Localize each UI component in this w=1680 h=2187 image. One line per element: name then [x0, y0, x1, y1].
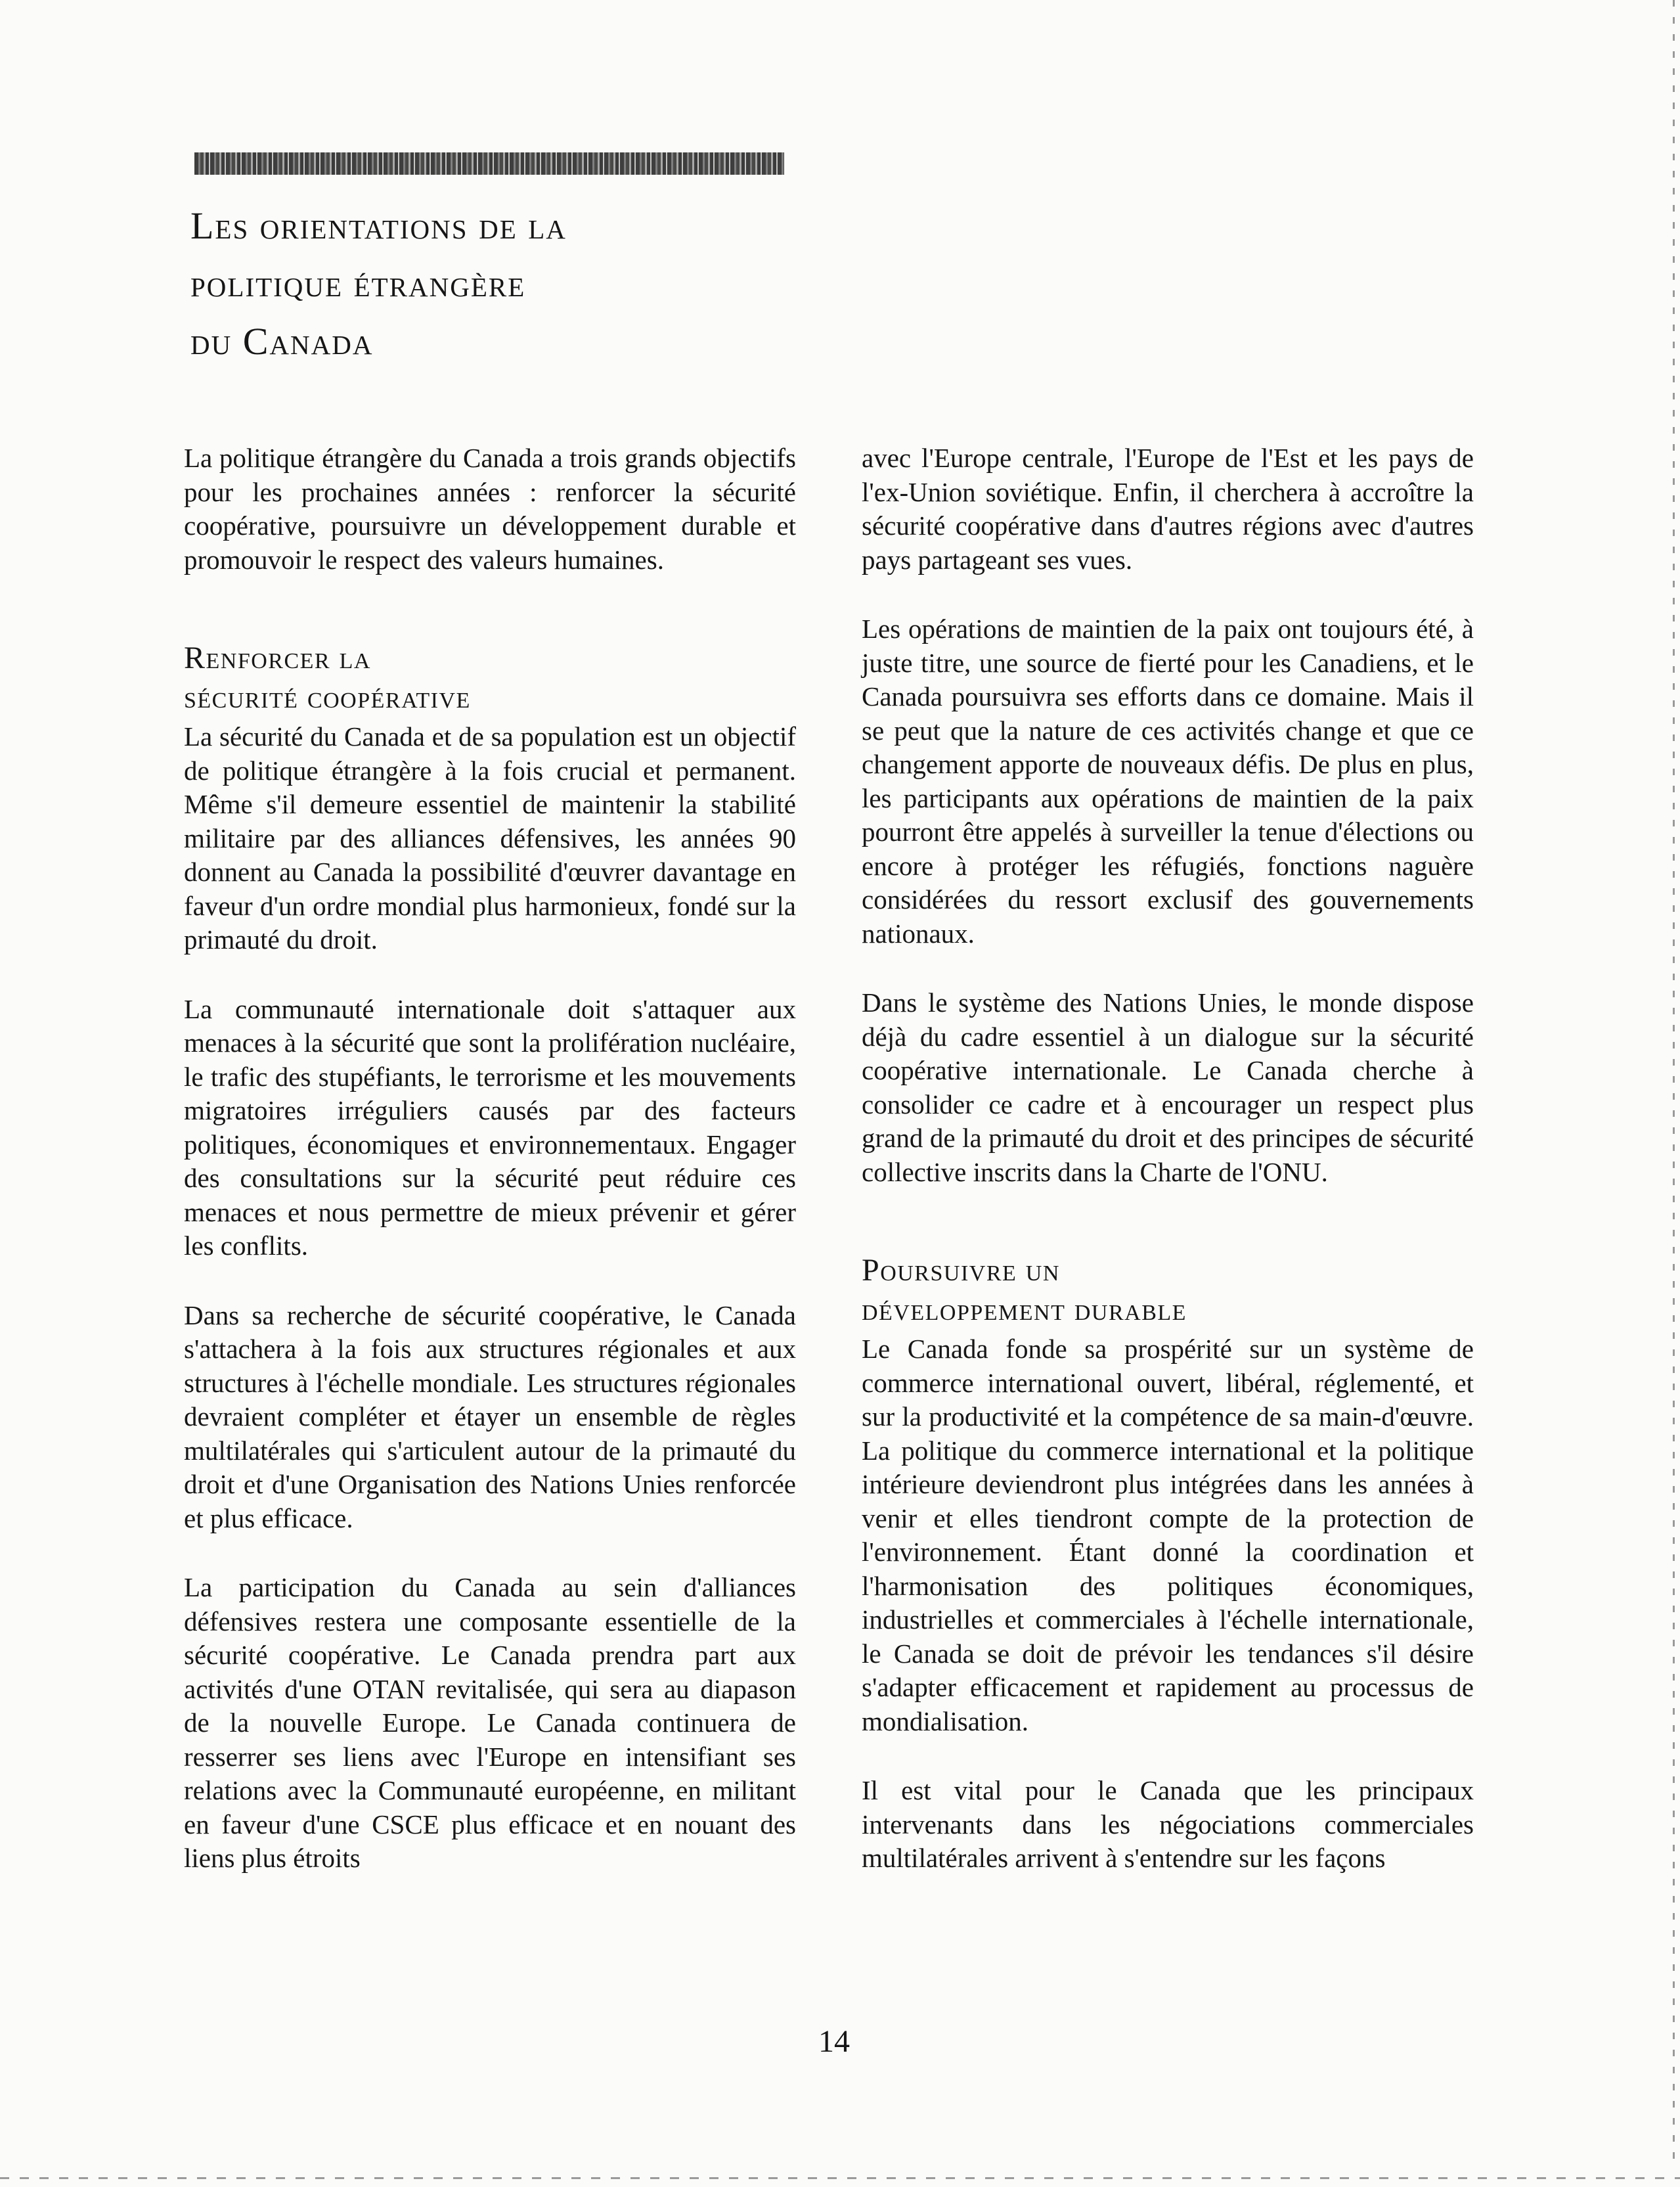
right-column: [862, 441, 1474, 1911]
title-line-1: Les orientations de la: [190, 204, 567, 247]
decorative-band: [194, 152, 784, 175]
section-heading-line-2: sécurité coopérative: [184, 680, 471, 715]
page-title: [190, 197, 847, 371]
section-heading-developpement: [862, 1251, 1474, 1330]
title-line-2: politique étrangère: [190, 262, 526, 305]
paragraph: avec l'Europe centrale, l'Europe de l'Est et les pays de l'ex-Union soviétique. Enfin, il cherchera à accroître la sécurité coopérative dans d'autres régions avec d'autres pays partageant ses vues.: [862, 443, 1474, 575]
paragraph: La sécurité du Canada et de sa population est un objectif de politique étrangère à la fois crucial et permanent. Même s'il demeure essentiel de maintenir la stabilité militaire par des alliances défensives, les années 90 donnent au Canada la possibilité d'œuvrer davantage en faveur d'un ordre mondial plus harmonieux, fondé sur la primauté du droit.: [184, 721, 796, 955]
section-heading-line-2: développement durable: [862, 1292, 1187, 1327]
section-heading-line-1: Poursuivre un: [862, 1253, 1060, 1288]
scan-edge-right: [1673, 0, 1675, 2168]
intro-paragraph: La politique étrangère du Canada a trois grands objectifs pour les prochaines années : renforcer la sécurité coopérative, poursuivre un développement durable et promouvoir le respect des valeurs humaines.: [184, 443, 796, 575]
left-column: [184, 441, 796, 1911]
scan-edge-bottom: [0, 2177, 1680, 2179]
title-line-3: du Canada: [190, 320, 374, 363]
paragraph: La participation du Canada au sein d'alliances défensives restera une composante essentielle de la sécurité coopérative. Le Canada prendra part aux activités d'une OTAN revitalisée, qui sera au diapason de la nouvelle Europe. Le Canada continuera de resserrer ses liens avec l'Europe en intensifiant ses relations avec la Communauté européenne, en militant en faveur d'une CSCE plus efficace et en nouant des liens plus étroits: [184, 1572, 796, 1873]
section-heading-line-1: Renforcer la: [184, 641, 371, 675]
section-heading-securite: [184, 639, 796, 717]
paragraph: Le Canada fonde sa prospérité sur un système de commerce international ouvert, libéral, réglementé, et sur la productivité et la compétence de sa main-d'œuvre. La politique du commerce international et la politique intérieure deviendront plus intégrées dans les années à venir et elles tiendront compte de la protection de l'environnement. Étant donné la coordination et l'harmonisation des politiques économiques, industrielles et commerciales à l'échelle internationale, le Canada se doit de prévoir les tendances s'il désire s'adapter efficacement et rapidement au processus de mondialisation.: [862, 1334, 1474, 1736]
paragraph: Dans sa recherche de sécurité coopérative, le Canada s'attachera à la fois aux structures régionales et aux structures à l'échelle mondiale. Les structures régionales devraient compléter et étayer un ensemble de règles multilatérales qui s'articulent autour de la primauté du droit et d'une Organisation des Nations Unies renforcée et plus efficace.: [184, 1299, 796, 1533]
paragraph: La communauté internationale doit s'attaquer aux menaces à la sécurité que sont la prolifération nucléaire, le trafic des stupéfiants, le terrorisme et les mouvements migratoires irréguliers causés par des facteurs politiques, économiques et environnementaux. Engager des consultations sur la sécurité peut réduire ces menaces et nous permettre de mieux prévenir et gérer les conflits.: [184, 993, 796, 1261]
page-number: 14: [818, 2024, 850, 2059]
paragraph: Dans le système des Nations Unies, le monde dispose déjà du cadre essentiel à un dialogue sur la sécurité coopérative internationale. Le Canada cherche à consolider ce cadre et à encourager un respect plus grand de la primauté du droit et des principes de sécurité collective inscrits dans la Charte de l'ONU.: [862, 987, 1474, 1187]
paragraph: Il est vital pour le Canada que les principaux intervenants dans les négociations commerciales multilatérales arrivent à s'entendre sur les façons: [862, 1775, 1474, 1873]
paragraph: Les opérations de maintien de la paix ont toujours été, à juste titre, une source de fierté pour les Canadiens, et le Canada poursuivra ses efforts dans ce domaine. Mais il se peut que la nature de ces activités change et que ce changement apporte de nouveaux défis. De plus en plus, les participants aux opérations de maintien de la paix pourront être appelés à surveiller la tenue d'élections ou encore à protéger les réfugiés, fonctions naguère considérées du ressort exclusif des gouvernements nationaux.: [862, 614, 1474, 949]
